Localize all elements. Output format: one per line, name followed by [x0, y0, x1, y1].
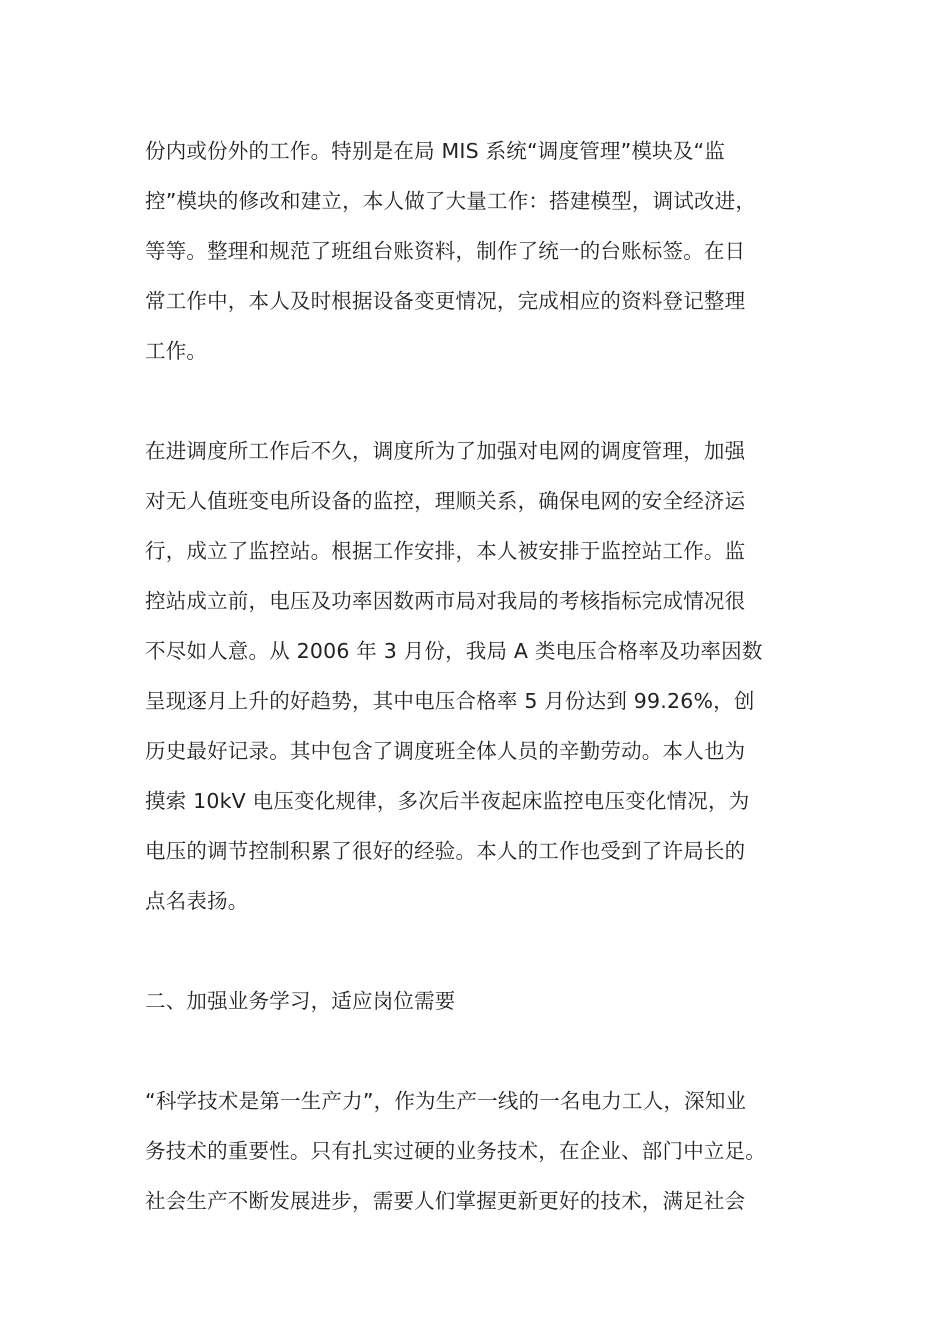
text-line: 不尽如人意。从 2006 年 3 月份，我局 A 类电压合格率及功率因数	[145, 639, 763, 663]
paragraph-3	[145, 1076, 835, 1226]
text-line: 控”模块的修改和建立，本人做了大量工作：搭建模型，调试改进，	[145, 189, 757, 213]
text-line: 等等。整理和规范了班组台账资料，制作了统一的台账标签。在日	[145, 239, 746, 263]
text-line: 呈现逐月上升的好趋势，其中电压合格率 5 月份达到 99.26%，创	[145, 689, 755, 713]
text-line: 在进调度所工作后不久，调度所为了加强对电网的调度管理，加强	[145, 439, 746, 463]
text-line: 行，成立了监控站。根据工作安排，本人被安排于监控站工作。监	[145, 539, 746, 563]
text-line: 控站成立前，电压及功率因数两市局对我局的考核指标完成情况很	[145, 589, 746, 613]
text-line: 点名表扬。	[145, 889, 249, 913]
paragraph-2	[145, 426, 835, 926]
text-line: “科学技术是第一生产力”，作为生产一线的一名电力工人，深知业	[145, 1089, 747, 1113]
heading-line: 二、加强业务学习，适应岗位需要	[145, 989, 456, 1013]
paragraph-spacer	[145, 926, 835, 976]
text-line: 摸索 10kV 电压变化规律，多次后半夜起床监控电压变化情况，为	[145, 789, 750, 813]
text-line: 社会生产不断发展进步，需要人们掌握更新更好的技术，满足社会	[145, 1189, 746, 1213]
paragraph-1	[145, 126, 835, 376]
text-line: 历史最好记录。其中包含了调度班全体人员的辛勤劳动。本人也为	[145, 739, 746, 763]
paragraph-spacer	[145, 376, 835, 426]
text-line: 工作。	[145, 339, 208, 363]
document-body	[145, 126, 835, 1226]
text-line: 对无人值班变电所设备的监控，理顺关系，确保电网的安全经济运	[145, 489, 746, 513]
text-line: 电压的调节控制积累了很好的经验。本人的工作也受到了许局长的	[145, 839, 746, 863]
text-line: 务技术的重要性。只有扎实过硬的业务技术，在企业、部门中立足。	[145, 1139, 766, 1163]
text-line: 份内或份外的工作。特别是在局 MIS 系统“调度管理”模块及“监	[145, 139, 726, 163]
section-heading	[145, 976, 835, 1026]
text-line: 常工作中，本人及时根据设备变更情况，完成相应的资料登记整理	[145, 289, 746, 313]
paragraph-spacer	[145, 1026, 835, 1076]
